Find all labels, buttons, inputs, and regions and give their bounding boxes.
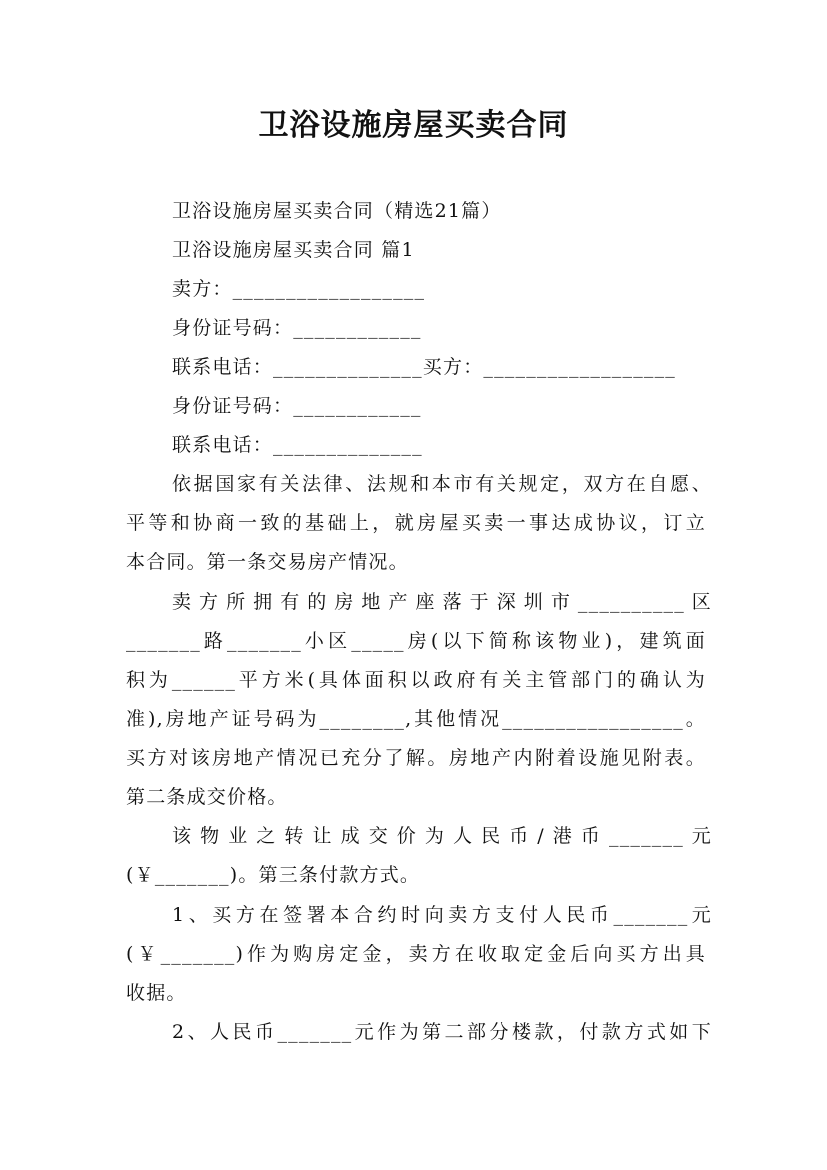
paragraph-line: 收据。: [126, 982, 187, 1004]
paragraph-line: 1、买方在签署本合约时向卖方支付人民币_______元: [172, 904, 712, 926]
paragraph-line: (￥_______)作为购房定金，卖方在收取定金后向买方出具: [126, 943, 706, 965]
paragraph-line: 积为______平方米(具体面积以政府有关主管部门的确认为: [126, 669, 706, 691]
buyer-phone-field: 联系电话：______________: [172, 434, 423, 456]
paragraph-line: 2、人民币_______元作为第二部分楼款，付款方式如下: [172, 1021, 712, 1043]
seller-phone-buyer-field: 联系电话：______________买方：__________________: [172, 356, 677, 378]
paragraph-line: 依据国家有关法律、法规和本市有关规定，双方在自愿、: [172, 473, 712, 495]
document-title: 卫浴设施房屋买卖合同: [258, 108, 569, 143]
section-heading: 卫浴设施房屋买卖合同 篇1: [172, 239, 415, 261]
paragraph-line: 卖方所拥有的房地产座落于深圳市__________区: [172, 591, 712, 613]
paragraph-line: 买方对该房地产情况已充分了解。房地产内附着设施见附表。: [126, 747, 706, 769]
buyer-id-field: 身份证号码：____________: [172, 395, 422, 417]
paragraph-line: _______路_______小区_____房(以下简称该物业)，建筑面: [126, 630, 706, 652]
seller-id-field: 身份证号码：____________: [172, 317, 422, 339]
paragraph-line: 准),房地产证号码为________,其他情况_________________。: [126, 708, 706, 730]
paragraph-line: 该物业之转让成交价为人民币/港币_______元: [172, 825, 712, 847]
paragraph-line: (￥_______)。第三条付款方式。: [126, 864, 421, 886]
subtitle-line: 卫浴设施房屋买卖合同（精选21篇）: [172, 200, 502, 222]
paragraph-line: 第二条成交价格。: [126, 786, 288, 808]
paragraph-line: 平等和协商一致的基础上，就房屋买卖一事达成协议，订立: [126, 512, 706, 534]
paragraph-line: 本合同。第一条交易房产情况。: [126, 551, 409, 573]
seller-field: 卖方：__________________: [172, 278, 426, 300]
